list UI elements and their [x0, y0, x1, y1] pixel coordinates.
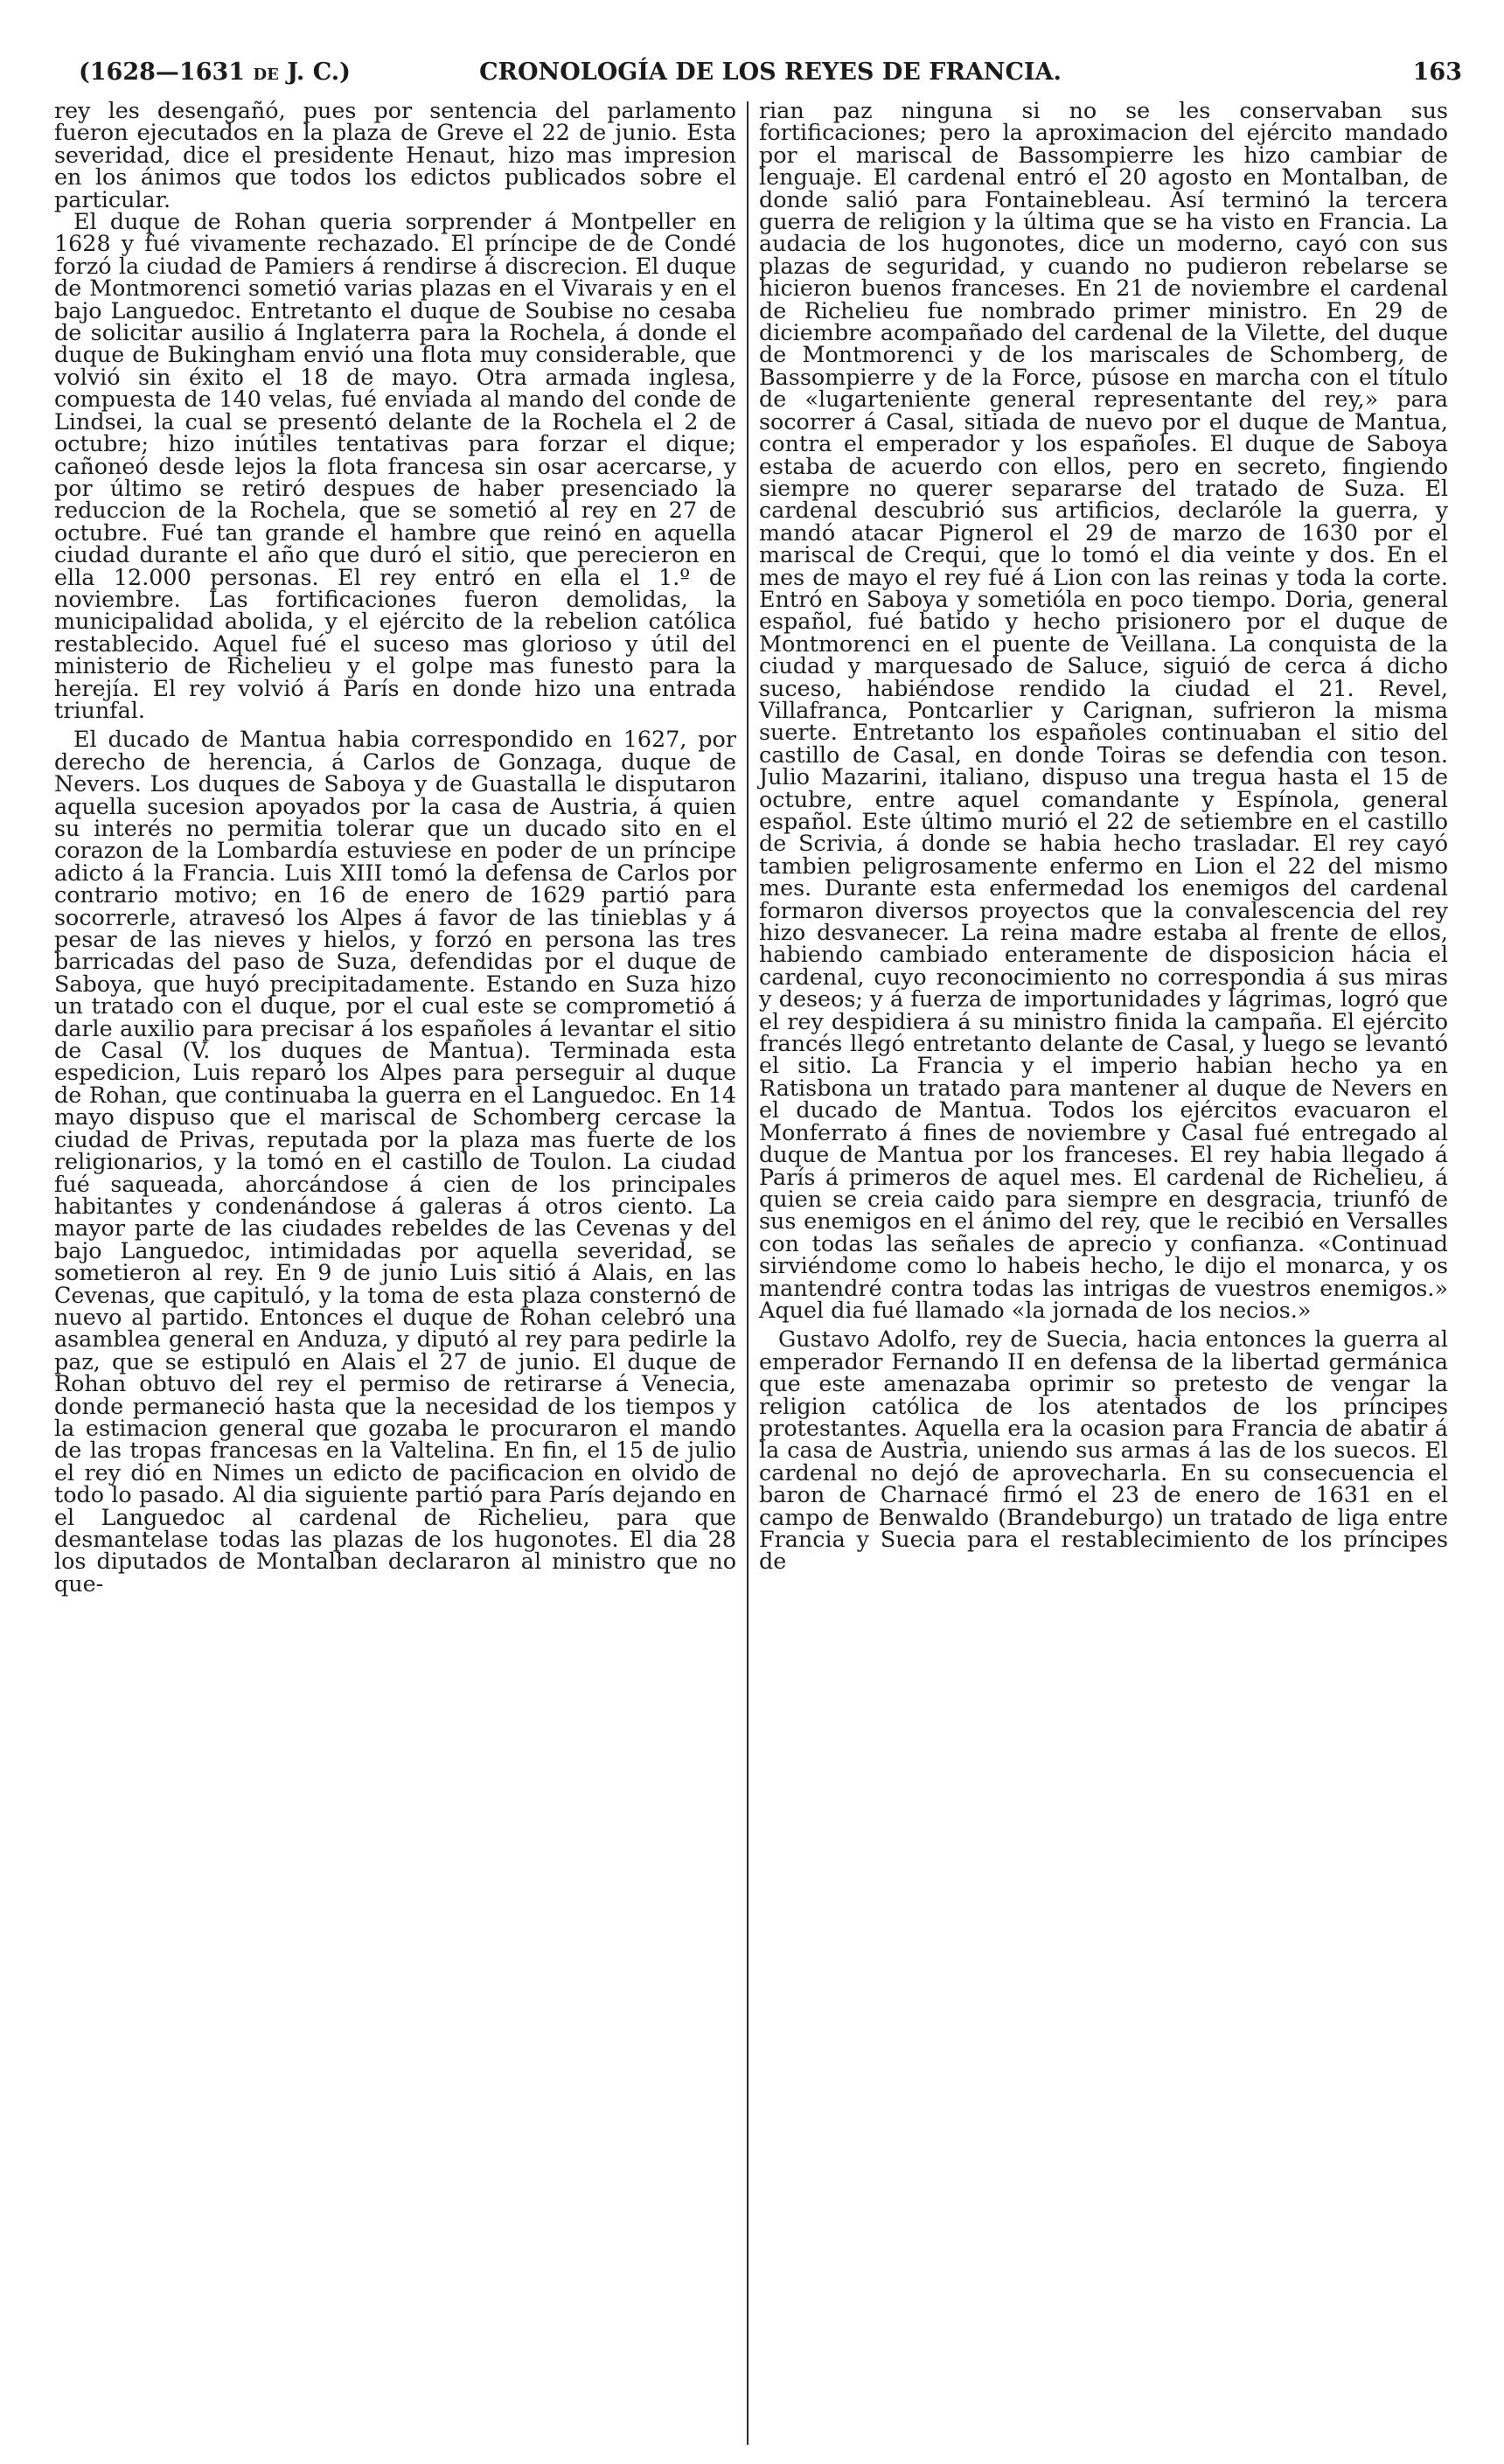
- left-paragraph-1: rey les desengañó, pues por sentencia del parlamento fueron ejecutados en la plaza de Greve el 22 de junio. Esta severidad, dice el presidente Henaut, hizo mas impresion en los ánimos que todos los edictos publicados sobre el particular.: [54, 97, 736, 212]
- date-range-text: (1628—1631: [79, 59, 246, 86]
- era-text: J. C.): [287, 59, 351, 86]
- left-paragraph-3: El ducado de Mantua habia correspondido en 1627, por derecho de herencia, á Carlos de Gonzaga, duque de Nevers. Los duques de Saboya y de Guastalla le disputaron aquella sucesion apoyados por la casa de Austria, á quien su interés no permitia tolerar que un ducado sito en el corazon de la Lombardía estuviese en poder de un príncipe adicto á la Francia. Luis XIII tomó la defensa de Carlos por contrario motivo; en 16 de enero de 1629 partió para socorrerle, atravesó los Alpes á favor de las tinieblas y á pesar de las nieves y hielos, y forzó en persona las tres barricadas del paso de Suza, defendidas por el duque de Saboya, que huyó precipitadamente. Estando en Suza hizo un tratado con el duque, por el cual este se comprometió á darle auxilio para precisar á los españoles á levantar el sitio de Casal (V. los duques de Mantua). Terminada esta espedicion, Luis reparó los Alpes para perseguir al duque de Rohan, que continuaba la guerra en el Languedoc. En 14 mayo dispuso que el mariscal de Schomberg cercase la ciudad de Privas, reputada por la plaza mas fuerte de los religionarios, y la tomó en el castillo de Toulon. La ciudad fué saqueada, ahorcándose á cien de los principales habitantes y condenándose á galeras á otros ciento. La mayor parte de las ciudades rebeldes de las Cevenas y del bajo Languedoc, intimidadas por aquella severidad, se sometieron al rey. En 9 de junio Luis sitió á Alais, en las Cevenas, que capituló, y la toma de esta plaza consternó de nuevo al partido. Entonces el duque de Rohan celebró una asamblea general en Anduza, y diputó al rey para pedirle la paz, que se estipuló en Alais el 27 de junio. El duque de Rohan obtuvo del rey el permiso de retirarse á Venecia, donde permaneció hasta que la necesidad de los tiempos y la estimacion general que gozaba le procuraron el mando de las tropas francesas en la Valtelina. En fin, el 15 de julio el rey dió en Nimes un edicto de pacificacion en olvido de todo lo pasado. Al dia siguiente partió para París dejando en el Languedoc al cardenal de Richelieu, para que desmantelase todas las plazas de los hugonotes. El dia 28 los diputados de Montalban declararon al ministro que no que-: [54, 726, 736, 1597]
- running-head: [79, 51, 1462, 94]
- right-paragraph-1: rian paz ninguna si no se les conservaban sus fortificaciones; pero la aproximacion del ejército mandado por el mariscal de Bassompierre les hizo cambiar de lenguaje. El cardenal entró el 20 agosto en Montalban, de donde salió para Fontainebleau. Así terminó la tercera guerra de religion y la última que se ha visto en Francia. La audacia de los hugonotes, dice un moderno, cayó con sus plazas de seguridad, y cuando no pudieron rebelarse se hicieron buenos franceses. En 21 de noviembre el cardenal de Richelieu fue nombrado primer ministro. En 29 de diciembre acompañado del cardenal de la Vilette, del duque de Montmorenci y de los mariscales de Schomberg, de Bassompierre y de la Force, púsose en marcha con el título de «lugarteniente general representante del rey,» para socorrer á Casal, sitiada de nuevo por el duque de Mantua, contra el emperador y los españoles. El duque de Saboya estaba de acuerdo con ellos, pero en secreto, fingiendo siempre no querer separarse del tratado de Suza. El cardenal descubrió sus artificios, declaróle la guerra, y mandó atacar Pignerol el 29 de marzo de 1630 por el mariscal de Crequi, que lo tomó el dia veinte y dos. En el mes de mayo el rey fué á Lion con las reinas y toda la corte. Entró en Saboya y sometióla en poco tiempo. Doria, general español, fué batido y hecho prisionero por el duque de Montmorenci en el puente de Veillana. La conquista de la ciudad y marquesado de Saluce, siguió de cerca á dicho suceso, habiéndose rendido la ciudad el 21. Revel, Villafranca, Pontcarlier y Carignan, sufrieron la misma suerte. Entretanto los españoles continuaban el sitio del castillo de Casal, en donde Toiras se defendia con teson. Julio Mazarini, italiano, dispuso una tregua hasta el 15 de octubre, entre aquel comandante y Espínola, general español. Este último murió el 22 de setiembre en el castillo de Scrivia, á donde se habia hecho trasladar. El rey cayó tambien peligrosamente enfermo en Lion el 22 del mismo mes. Durante esta enfermedad los enemigos del cardenal formaron diversos proyectos que la convalescencia del rey hizo desvanecer. La reina madre estaba al frente de ellos, habiendo cambiado enteramente de disposicion hácia el cardenal, cuyo reconocimiento no correspondia á sus miras y deseos; y á fuerza de importunidades y lágrimas, logró que el rey despidiera á su ministro finida la campaña. El ejército francés llegó entretanto delante de Casal, y luego se levantó el sitio. La Francia y el imperio habian hecho ya en Ratisbona un tratado para mantener al duque de Nevers en el ducado de Mantua. Todos los ejércitos evacuaron el Monferrato á fines de noviembre y Casal fué entregado al duque de Mantua por los franceses. El rey habia llegado á París á primeros de aquel mes. El cardenal de Richelieu, á quien se creia caido para siempre en desgracia, triunfó de sus enemigos en el ánimo del rey, que le recibió en Versalles con todas las señales de aprecio y confianza. «Continuad sirviéndome como lo habeis hecho, le dijo el monarca, y os mantendré contra todas las intrigas de vuestros enemigos.» Aquel dia fué llamado «la jornada de los necios.»: [759, 97, 1448, 1323]
- de-label: DE: [253, 66, 279, 84]
- left-column: [54, 97, 736, 1597]
- left-paragraph-2: El duque de Rohan queria sorprender á Montpeller en 1628 y fué vivamente rechazado. El príncipe de de Condé forzó la ciudad de Pamiers á rendirse á discrecion. El duque de Montmorenci sometió varias plazas en el Vivarais y en el bajo Languedoc. Entretanto el duque de Soubise no cesaba de solicitar ausilio á Inglaterra para la Rochela, á donde el duque de Bukingham envió una flota muy considerable, que volvió sin éxito el 18 de mayo. Otra armada inglesa, compuesta de 140 velas, fué enviada al mando del conde de Lindsei, la cual se presentó delante de la Rochela el 2 de octubre; hizo inútiles tentativas para forzar el dique; cañoneó desde lejos la flota francesa sin osar acercarse, y por último se retiró despues de haber presenciado la reduccion de la Rochela, que se sometió al rey en 27 de octubre. Fué tan grande el hambre que reinó en aquella ciudad durante el año que duró el sitio, que perecieron en ella 12.000 personas. El rey entró en ella el 1.º de noviembre. Las fortificaciones fueron demolidas, la municipalidad abolida, y el ejército de la rebelion católica restablecido. Aquel fué el suceso mas glorioso y útil del ministerio de Richelieu y el golpe mas funesto para la herejía. El rey volvió á París en donde hizo una entrada triunfal.: [54, 208, 736, 723]
- right-paragraph-2: Gustavo Adolfo, rey de Suecia, hacia entonces la guerra al emperador Fernando II en defensa de la libertad germánica que este amenazaba oprimir so pretesto de vengar la religion católica de los atentados de los príncipes protestantes. Aquella era la ocasion para Francia de abatir á la casa de Austria, uniendo sus armas á las de los suecos. El cardenal no dejó de aprovecharla. En su consecuencia el baron de Charnacé firmó el 23 de enero de 1631 en el campo de Benwaldo (Brandeburgo) un tratado de liga entre Francia y Suecia para el restablecimiento de los príncipes de: [759, 1326, 1448, 1575]
- header-title: CRONOLOGÍA DE LOS REYES DE FRANCIA.: [479, 59, 1062, 86]
- page-number: 163: [1412, 59, 1462, 86]
- right-column: [759, 97, 1448, 1575]
- column-divider: [747, 101, 749, 2445]
